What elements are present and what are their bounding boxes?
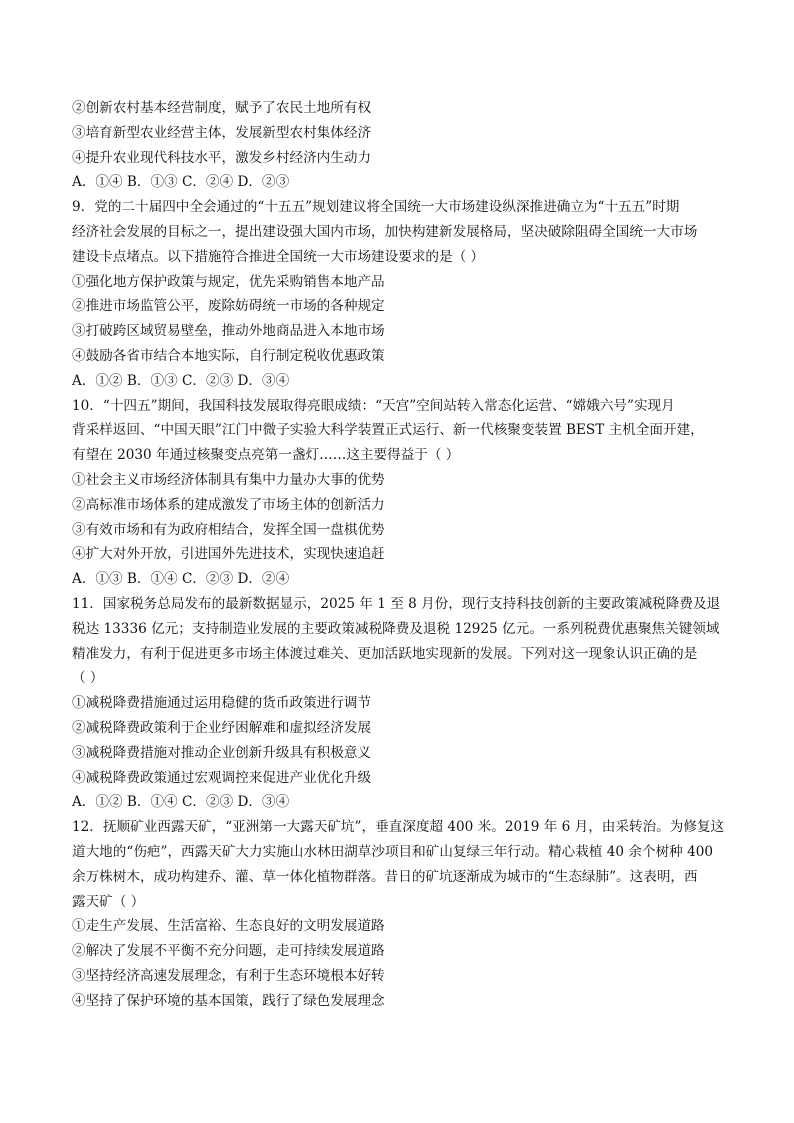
question-stem: 有望在 2030 年通过核聚变点亮第一盏灯……这主要得益于（ ） bbox=[72, 447, 460, 464]
question-stem: 道大地的“伤疤”，西露天矿大力实施山水林田湖草沙项目和矿山复绿三年行动。精心栽植 40 余个树种 400 bbox=[72, 843, 714, 860]
option-line: ④鼓励各省市结合本地实际，自行制定税收优惠政策 bbox=[72, 347, 385, 364]
option-line: ②解决了发展不平衡不充分问题，走可持续发展道路 bbox=[72, 943, 385, 960]
option-line: ③打破跨区域贸易壁垒，推动外地商品进入本地市场 bbox=[72, 323, 385, 340]
page-content bbox=[72, 96, 732, 1013]
question-stem: 建设卡点堵点。以下措施符合推进全国统一大市场建设要求的是（ ） bbox=[72, 248, 485, 265]
option-line: ③有效市场和有为政府相结合，发挥全国一盘棋优势 bbox=[72, 521, 385, 538]
question-stem: 余万株树木，成功构建乔、灌、草一体化植物群落。昔日的矿坑逐渐成为城市的“生态绿肺”。这表明，西 bbox=[72, 868, 698, 885]
answer-choices: A．①③ B．①④ C．②③ D．②④ bbox=[72, 571, 290, 588]
question-10 bbox=[72, 394, 732, 592]
question-9 bbox=[72, 195, 732, 393]
option-line: ①减税降费措施通过运用稳健的货币政策进行调节 bbox=[72, 695, 372, 712]
question-stem: 经济社会发展的目标之一，提出建设强大国内市场，加快构建新发展格局，坚决破除阻碍全国统一大市场 bbox=[72, 223, 698, 240]
question-12 bbox=[72, 815, 732, 1013]
option-line: ④提升农业现代科技水平，激发乡村经济内生动力 bbox=[72, 149, 372, 166]
option-line: ①社会主义市场经济体制具有集中力量办大事的优势 bbox=[72, 471, 385, 488]
prev-question bbox=[72, 96, 732, 195]
question-stem: 税达 13336 亿元；支持制造业发展的主要政策减税降费及退税 12925 亿元。一系列税费优惠聚焦关键领域 bbox=[72, 620, 720, 637]
option-line: ④减税降费政策通过宏观调控来促进产业优化升级 bbox=[72, 769, 372, 786]
option-line: ③坚持经济高速发展理念，有利于生态环境根本好转 bbox=[72, 967, 385, 984]
answer-choices: A．①② B．①④ C．②③ D．③④ bbox=[72, 794, 290, 811]
question-stem: 11．国家税务总局发布的最新数据显示，2025 年 1 至 8 月份，现行支持科技创新的主要政策减税降费及退 bbox=[72, 595, 721, 612]
question-stem: 9．党的二十届四中全会通过的“十五五”规划建议将全国统一大市场建设纵深推进确立为“十五五”时期 bbox=[72, 199, 680, 216]
question-stem: 露天矿（ ） bbox=[72, 893, 145, 910]
option-line: ②减税降费政策利于企业纾困解难和虚拟经济发展 bbox=[72, 719, 372, 736]
question-stem: 背采样返回、“中国天眼”江门中微子实验大科学装置正式运行、新一代核聚变装置 BEST 主机全面开建， bbox=[72, 422, 704, 439]
question-stem: 10．“十四五”期间，我国科技发展取得亮眼成绩：“天宫”空间站转入常态化运营、“嫦娥六号”实现月 bbox=[72, 397, 675, 414]
question-stem: 精准发力，有利于促进更多市场主体渡过难关、更加活跃地实现新的发展。下列对这一现象认识正确的是 bbox=[72, 645, 698, 662]
option-line: ③减税降费措施对推动企业创新升级具有积极意义 bbox=[72, 744, 372, 761]
answer-choices: A．①② B．①③ C．②③ D．③④ bbox=[72, 372, 290, 389]
question-stem: 12．抚顺矿业西露天矿，“亚洲第一大露天矿坑”，垂直深度超 400 米。2019 年 6 月，由采转治。为修复这 bbox=[72, 819, 725, 836]
question-11 bbox=[72, 592, 732, 815]
option-line: ①强化地方保护政策与规定，优先采购销售本地产品 bbox=[72, 273, 385, 290]
option-line: ②高标准市场体系的建成激发了市场主体的创新活力 bbox=[72, 496, 385, 513]
option-line: ②创新农村基本经营制度，赋予了农民土地所有权 bbox=[72, 100, 372, 116]
option-line: ③培育新型农业经营主体，发展新型农村集体经济 bbox=[72, 124, 372, 141]
option-line: ①走生产发展、生活富裕、生态良好的文明发展道路 bbox=[72, 918, 385, 935]
answer-choices: A．①④ B．①③ C．②④ D．②③ bbox=[72, 174, 290, 191]
option-line: ④坚持了保护环境的基本国策，践行了绿色发展理念 bbox=[72, 992, 385, 1009]
option-line: ④扩大对外开放，引进国外先进技术，实现快速追赶 bbox=[72, 546, 385, 563]
question-stem: （ ） bbox=[72, 670, 104, 687]
option-line: ②推进市场监管公平，废除妨碍统一市场的各种规定 bbox=[72, 298, 385, 315]
